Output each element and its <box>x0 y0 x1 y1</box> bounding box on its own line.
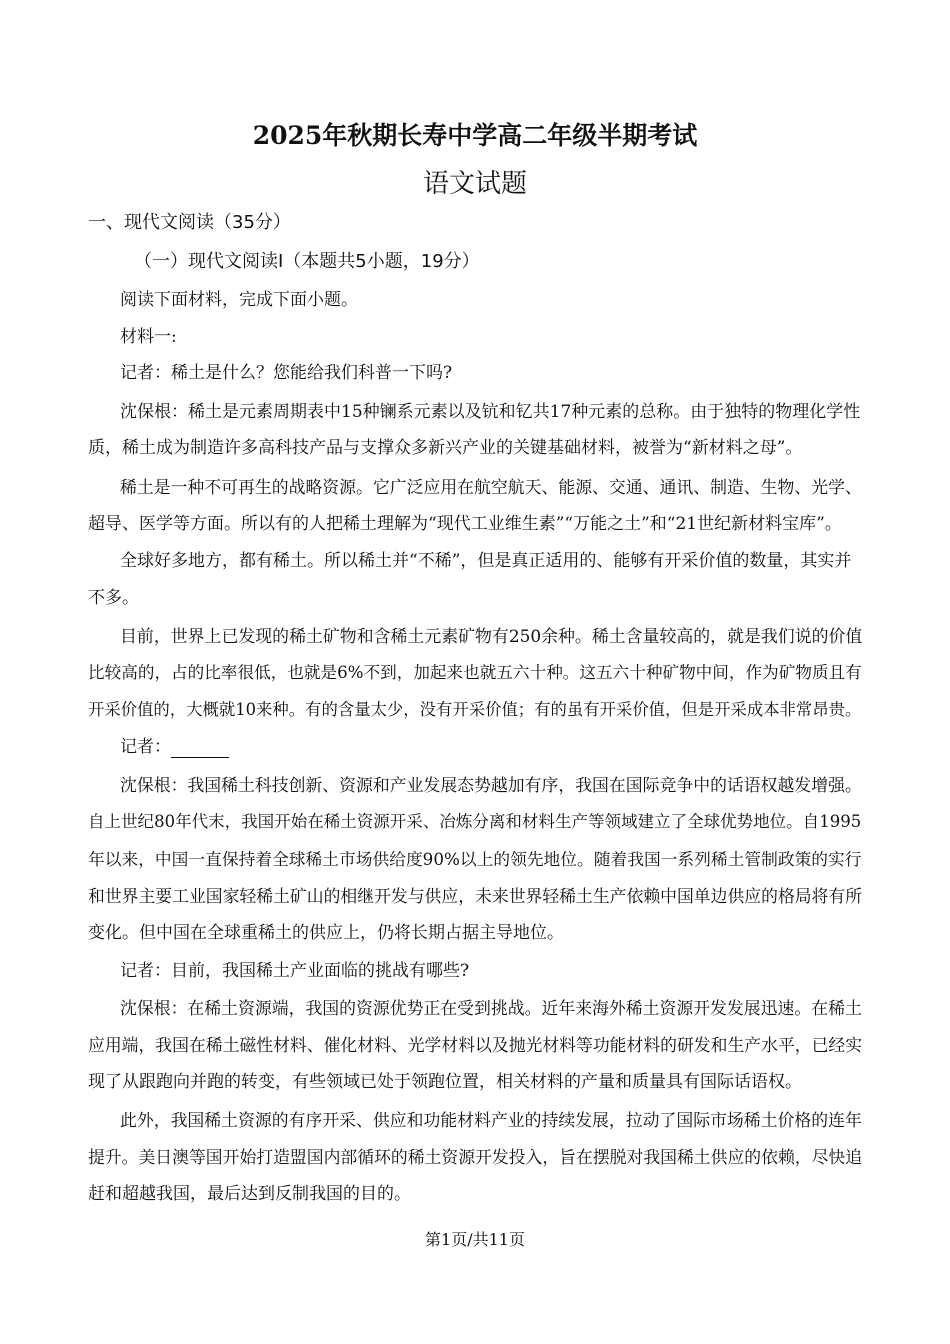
subsection-heading: （一）现代文阅读Ⅰ（本题共5小题，19分） <box>134 251 480 272</box>
paragraph-line: 材料一: <box>120 327 177 347</box>
paragraph-line: 应用端，我国在稀土磁性材料、催化材料、光学材料以及抛光材料等功能材料的研发和生产水平，已经实 <box>88 1035 863 1055</box>
paragraph-line: 沈保根：稀土是元素周期表中15种镧系元素以及钪和钇共17种元素的总称。由于独特的物理化学性 <box>120 402 861 422</box>
paragraph-line: 和世界主要工业国家轻稀土矿山的相继开发与供应，未来世界轻稀土生产依赖中国单边供应的格局将有所 <box>88 886 863 906</box>
paragraph-line: 赶和超越我国，最后达到反制我国的目的。 <box>88 1184 411 1204</box>
paragraph-line: 提升。美日澳等国开始打造盟国内部循环的稀土资源开发投入，旨在摆脱对我国稀土供应的依赖，尽快追 <box>88 1147 863 1167</box>
paragraph-line: 比较高的，占的比率很低，也就是6%不到，加起来也就五六十种。这五六十种矿物中间，作为矿物质且有 <box>88 663 862 682</box>
paragraph-line: 目前，世界上已发现的稀土矿物和含稀土元素矿物有250余种。稀土含量较高的，就是我们说的价值 <box>120 626 863 646</box>
paragraph-line: 开采价值的，大概就10来种。有的含量太少，没有开采价值；有的虽有开采价值，但是开采成本非常昂贵。 <box>88 700 862 719</box>
paragraph-line: 现了从跟跑向并跑的转变，有些领域已处于领跑位置，相关材料的产量和质量具有国际话语权。 <box>88 1072 802 1092</box>
section-heading: 一、现代文阅读（35分） <box>88 212 291 233</box>
paragraph-line: 记者：目前，我国稀土产业面临的挑战有哪些? <box>120 961 470 981</box>
paragraph-line: 记者：稀土是什么？您能给我们科普一下吗? <box>120 363 453 383</box>
exam-title: 2025年秋期长寿中学高二年级半期考试 <box>252 121 698 150</box>
paragraph-line: 阅读下面材料，完成下面小题。 <box>120 290 358 310</box>
paragraph-line: 超导、医学等方面。所以有的人把稀土理解为“现代工业维生素”“万能之土”和“21世纪新材料宝库”。 <box>88 514 842 534</box>
paragraph-line: 全球好多地方，都有稀土。所以稀土并“不稀”，但是真正适用的、能够有开采价值的数量，其实并 <box>120 551 852 571</box>
paragraph-line: 沈保根：在稀土资源端，我国的资源优势正在受到挑战。近年来海外稀土资源开发发展迅速。在稀土 <box>120 998 862 1018</box>
paragraph-line: 质，稀土成为制造许多高科技产品与支撑众多新兴产业的关键基础材料，被誉为“新材料之母”。 <box>88 438 803 458</box>
answer-blank[interactable] <box>171 741 229 758</box>
paragraph-line: 沈保根：我国稀土科技创新、资源和产业发展态势越加有序，我国在国际竞争中的话语权越发增强。 <box>120 775 862 795</box>
paragraph-line: 年以来，中国一直保持着全球稀土市场供给度90%以上的领先地位。随着我国一系列稀土管制政策的实行 <box>88 849 862 869</box>
exam-subtitle: 语文试题 <box>422 169 527 199</box>
reporter-question-line <box>120 736 229 758</box>
paragraph-line: 稀土是一种不可再生的战略资源。它广泛应用在航空航天、能源、交通、通讯、制造、生物、光学、 <box>120 477 862 497</box>
paragraph-line: 此外，我国稀土资源的有序开采、供应和功能材料产业的持续发展，拉动了国际市场稀土价格的连年 <box>120 1110 862 1130</box>
paragraph-line: 不多。 <box>88 588 139 608</box>
paragraph-line: 自上世纪80年代末，我国开始在稀土资源开采、冶炼分离和材料生产等领域建立了全球优势地位。自1995 <box>88 812 862 831</box>
paragraph-line: 变化。但中国在全球重稀土的供应上，仍将长期占据主导地位。 <box>88 923 564 943</box>
page-number: 第1页/共11页 <box>425 1230 525 1249</box>
reporter-label: 记者： <box>120 737 171 757</box>
